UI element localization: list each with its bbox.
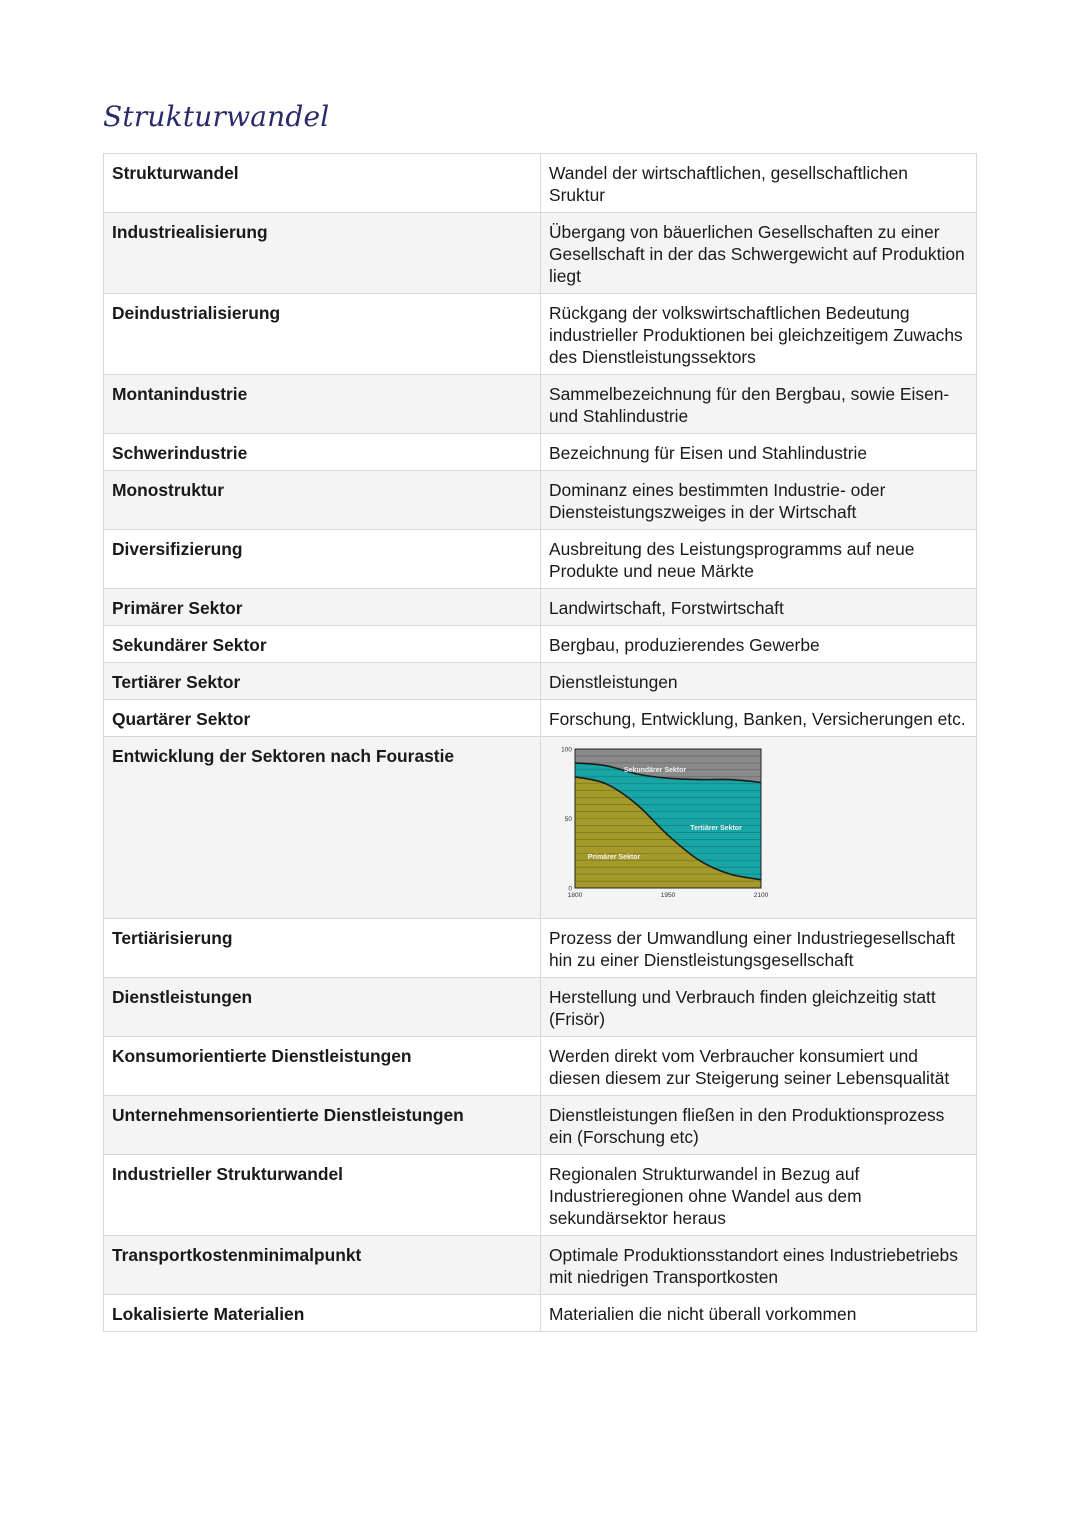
term-cell: Strukturwandel (104, 154, 541, 213)
table-row (104, 919, 977, 978)
x-tick-label: 1800 (567, 892, 583, 899)
term-cell: Transportkostenminimalpunkt (104, 1236, 541, 1295)
definition-cell: Landwirtschaft, Forstwirtschaft (541, 589, 977, 626)
term-cell: Deindustrialisierung (104, 294, 541, 375)
term-cell: Unternehmensorientierte Dienstleistungen (104, 1096, 541, 1155)
table-row (104, 1037, 977, 1096)
definition-cell: Dominanz eines bestimmten Industrie- oder Diensteistungszweiges in der Wirtschaft (541, 471, 977, 530)
definition-cell: Dienstleistungen (541, 663, 977, 700)
x-tick-label: 1950 (660, 892, 676, 899)
term-cell: Primärer Sektor (104, 589, 541, 626)
term-cell: Monostruktur (104, 471, 541, 530)
table-row (104, 213, 977, 294)
table-row (104, 626, 977, 663)
annotation-label: Sekundärer Sektor (623, 767, 687, 774)
x-tick-label: 2100 (753, 892, 769, 899)
term-cell: Industriealisierung (104, 213, 541, 294)
table-row (104, 1295, 977, 1332)
definition-cell: Forschung, Entwicklung, Banken, Versicherungen etc. (541, 700, 977, 737)
annotation-label: Tertiärer Sektor (690, 825, 742, 832)
table-row (104, 294, 977, 375)
y-tick-label: 50 (564, 816, 572, 823)
definition-cell: Rückgang der volkswirtschaftlichen Bedeutung industrieller Produktionen bei gleichzeitigem Zuwachs des Dienstleistungssektors (541, 294, 977, 375)
sector-chart (549, 745, 779, 907)
term-cell: Schwerindustrie (104, 434, 541, 471)
glossary-body (104, 154, 977, 1332)
table-row (104, 737, 977, 919)
table-row (104, 589, 977, 626)
definition-cell: Übergang von bäuerlichen Gesellschaften zu einer Gesellschaft in der das Schwergewicht auf Produktion liegt (541, 213, 977, 294)
definition-cell: Wandel der wirtschaftlichen, gesellschaftlichen Sruktur (541, 154, 977, 213)
term-cell: Tertiärisierung (104, 919, 541, 978)
chart-cell (541, 737, 977, 919)
term-cell: Entwicklung der Sektoren nach Fourastie (104, 737, 541, 919)
glossary-table (103, 153, 977, 1332)
table-row (104, 1096, 977, 1155)
term-cell: Konsumorientierte Dienstleistungen (104, 1037, 541, 1096)
definition-cell: Dienstleistungen fließen in den Produktionsprozess ein (Forschung etc) (541, 1096, 977, 1155)
term-cell: Lokalisierte Materialien (104, 1295, 541, 1332)
table-row (104, 154, 977, 213)
table-row (104, 471, 977, 530)
definition-cell: Materialien die nicht überall vorkommen (541, 1295, 977, 1332)
definition-cell: Bezeichnung für Eisen und Stahlindustrie (541, 434, 977, 471)
y-tick-label: 0 (568, 885, 572, 893)
definition-cell: Prozess der Umwandlung einer Industriegesellschaft hin zu einer Dienstleistungsgesellschaft (541, 919, 977, 978)
term-cell: Industrieller Strukturwandel (104, 1155, 541, 1236)
term-cell: Sekundärer Sektor (104, 626, 541, 663)
y-tick-label: 100 (561, 746, 572, 754)
definition-cell: Regionalen Strukturwandel in Bezug auf Industrieregionen ohne Wandel aus dem sekundärsektor heraus (541, 1155, 977, 1236)
definition-cell: Herstellung und Verbrauch finden gleichzeitig statt (Frisör) (541, 978, 977, 1037)
table-row (104, 530, 977, 589)
annotation-label: Primärer Sektor (587, 854, 641, 861)
term-cell: Tertiärer Sektor (104, 663, 541, 700)
definition-cell: Sammelbezeichnung für den Bergbau, sowie Eisen- und Stahlindustrie (541, 375, 977, 434)
definition-cell: Bergbau, produzierendes Gewerbe (541, 626, 977, 663)
table-row (104, 375, 977, 434)
table-row (104, 1236, 977, 1295)
definition-cell: Werden direkt vom Verbraucher konsumiert und diesen diesem zur Steigerung seiner Lebensqualität (541, 1037, 977, 1096)
term-cell: Montanindustrie (104, 375, 541, 434)
definition-cell: Ausbreitung des Leistungsprogramms auf neue Produkte und neue Märkte (541, 530, 977, 589)
table-row (104, 978, 977, 1037)
table-row (104, 434, 977, 471)
term-cell: Quartärer Sektor (104, 700, 541, 737)
table-row (104, 663, 977, 700)
definition-cell: Optimale Produktionsstandort eines Industriebetriebs mit niedrigen Transportkosten (541, 1236, 977, 1295)
table-row (104, 700, 977, 737)
table-row (104, 1155, 977, 1236)
term-cell: Dienstleistungen (104, 978, 541, 1037)
page-title: Strukturwandel (103, 100, 330, 133)
term-cell: Diversifizierung (104, 530, 541, 589)
